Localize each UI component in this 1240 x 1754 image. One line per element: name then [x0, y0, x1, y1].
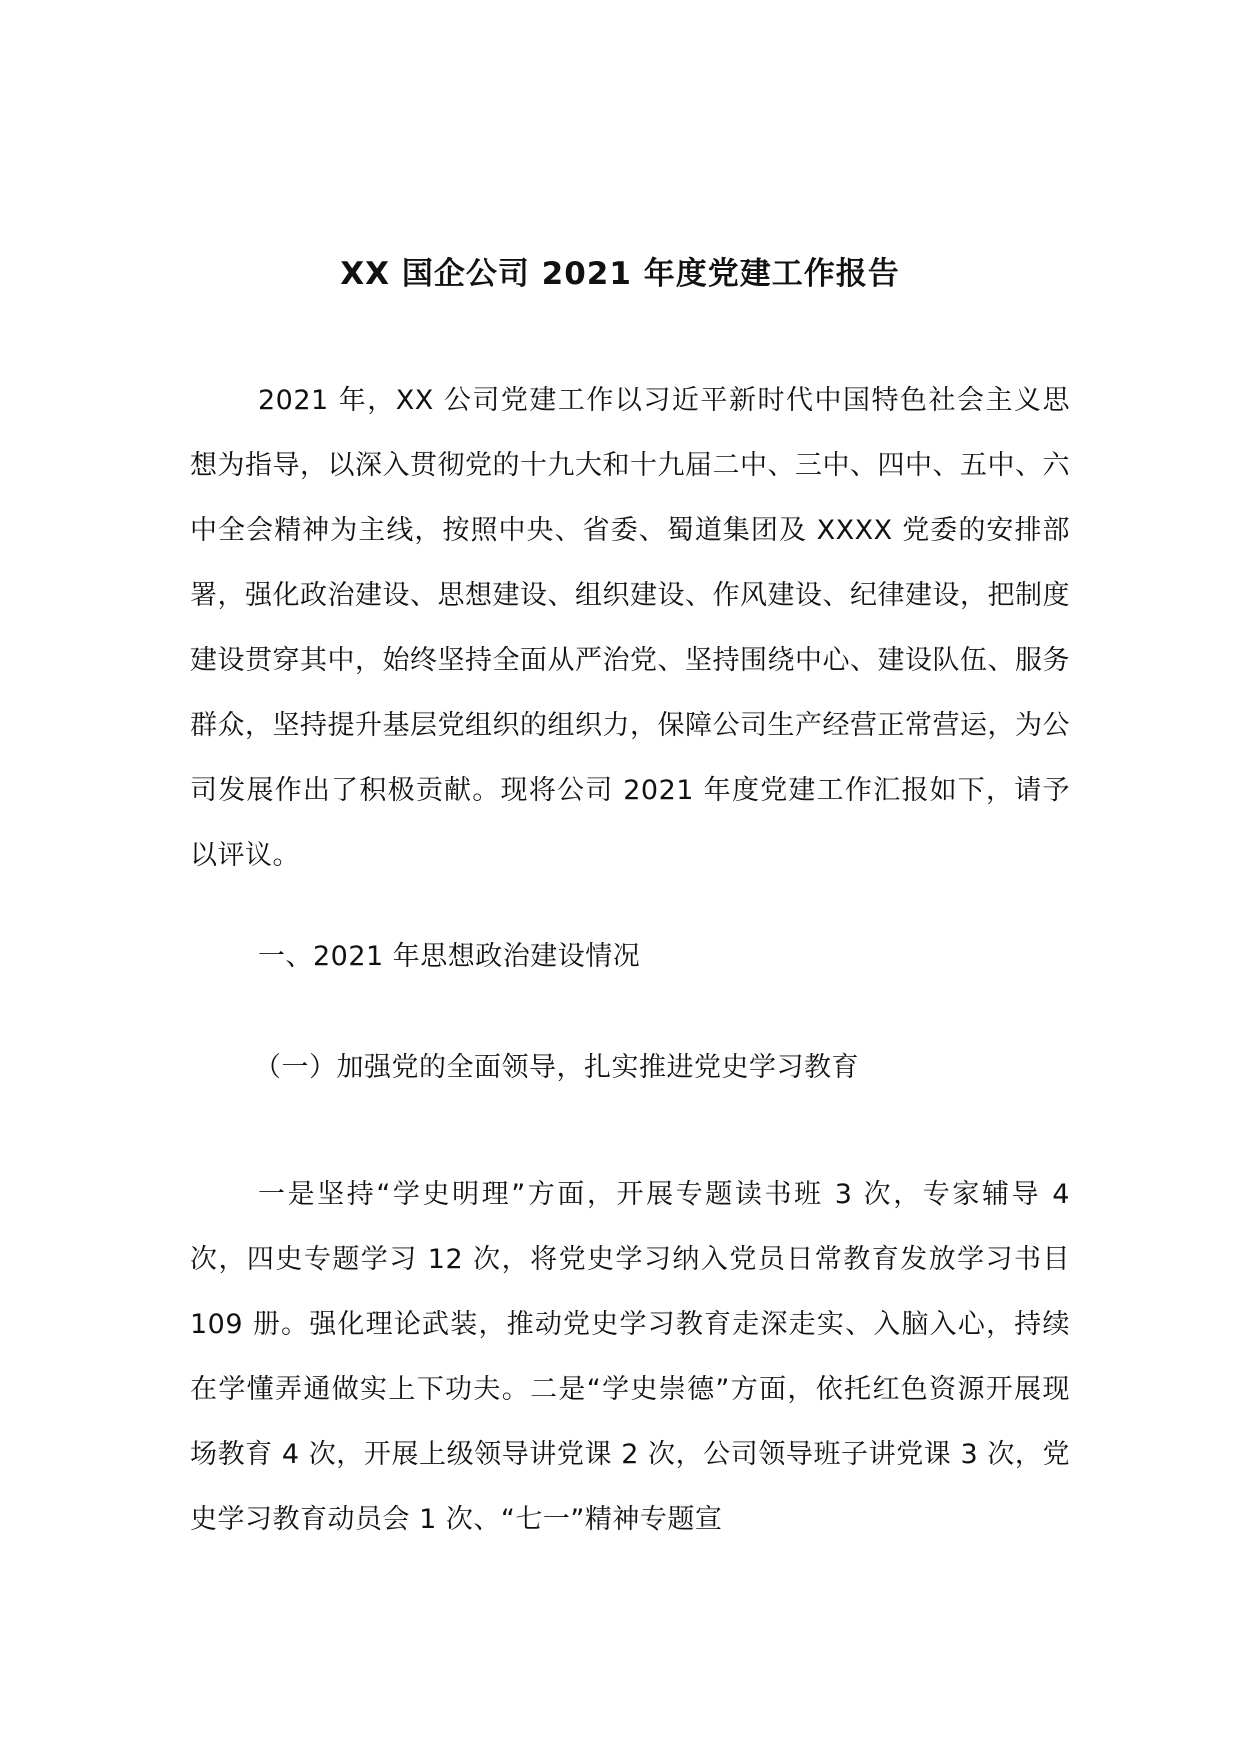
body-paragraph: 一是坚持“学史明理”方面，开展专题读书班 3 次，专家辅导 4 次，四史专题学习 12 次，将党史学习纳入党员日常教育发放学习书目 109 册。强化理论武装，推动党史学习教育走深走实、入脑入心，持续在学懂弄通做实上下功夫。二是“学史崇德”方面，依托红色资源开展现场教育 4 次，开展上级领导讲党课 2 次，公司领导班子讲党课 3 次，党史学习教育动员会 1 次、“七一”精神专题宣: [190, 1179, 1070, 1535]
subsection-heading: （一）加强党的全面领导，扎实推进党史学习教育: [254, 1052, 859, 1083]
section-heading: 一、2021 年思想政治建设情况: [258, 941, 641, 972]
intro-paragraph: 2021 年，XX 公司党建工作以习近平新时代中国特色社会主义思想为指导，以深入贯彻党的十九大和十九届二中、三中、四中、五中、六中全会精神为主线，按照中央、省委、蜀道集团及 XXXX 党委的安排部署，强化政治建设、思想建设、组织建设、作风建设、纪律建设，把制度建设贯穿其中，始终坚持全面从严治党、坚持围绕中心、建设队伍、服务群众，坚持提升基层党组织的组织力，保障公司生产经营正常营运，为公司发展作出了积极贡献。现将公司 2021 年度党建工作汇报如下，请予以评议。: [190, 385, 1070, 871]
document-title: XX 国企公司 2021 年度党建工作报告: [340, 256, 900, 292]
